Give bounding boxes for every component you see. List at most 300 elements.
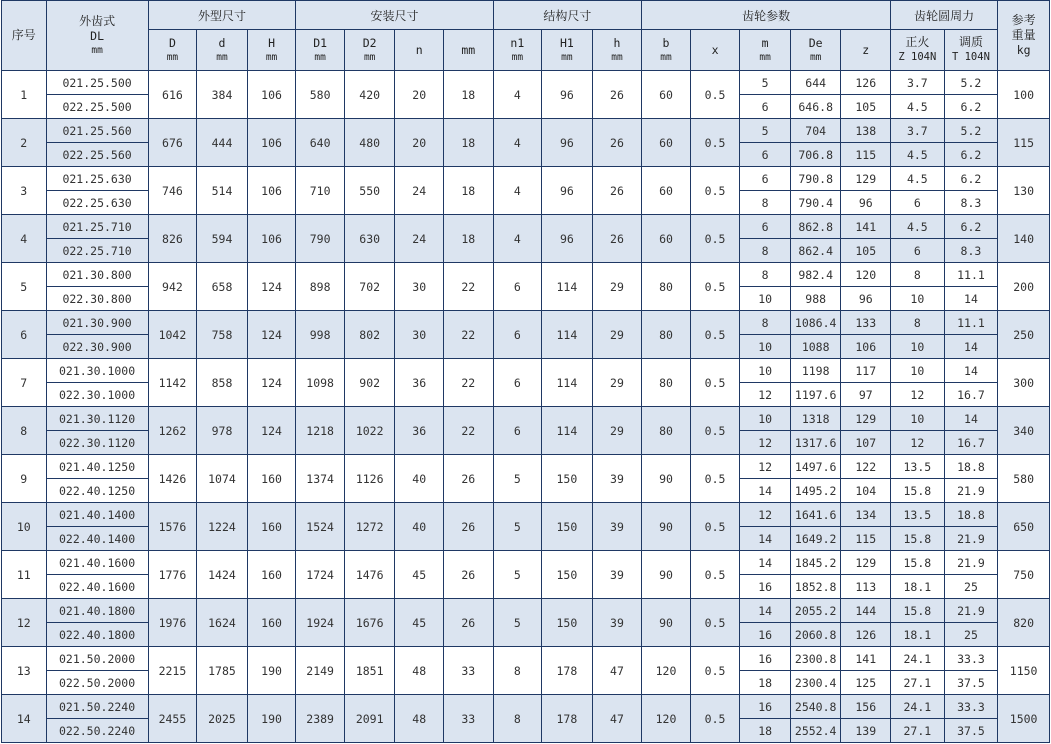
cell-model: 022.25.500 — [46, 95, 148, 119]
cell-m: 6 — [740, 167, 791, 191]
cell-d2: 1022 — [344, 407, 395, 455]
table-row — [2, 599, 1050, 623]
cell-de: 704 — [790, 119, 841, 143]
header-group-install: 安装尺寸 — [296, 1, 493, 30]
cell-zh: 4.5 — [891, 167, 945, 191]
table-body — [2, 71, 1050, 743]
table-row — [2, 551, 1050, 575]
cell-d: 1426 — [148, 455, 197, 503]
cell-mm: 18 — [444, 215, 494, 263]
cell-zh: 10 — [891, 359, 945, 383]
cell-model: 021.40.1400 — [46, 503, 148, 527]
cell-m: 10 — [740, 407, 791, 431]
cell-n: 48 — [395, 647, 444, 695]
cell-zh: 8 — [891, 311, 945, 335]
cell-tz: 21.9 — [944, 479, 998, 503]
cell-x: 0.5 — [690, 311, 740, 359]
header-model: 外齿式 DL mm — [46, 1, 148, 71]
cell-de: 1495.2 — [790, 479, 841, 503]
cell-d2: 1476 — [344, 551, 395, 599]
cell-weight: 140 — [998, 215, 1050, 263]
cell-n: 30 — [395, 311, 444, 359]
cell-seq: 1 — [2, 71, 47, 119]
cell-h: 29 — [592, 311, 642, 359]
cell-zh: 27.1 — [891, 719, 945, 743]
cell-tz: 18.8 — [944, 503, 998, 527]
cell-tz: 6.2 — [944, 215, 998, 239]
cell-tz: 16.7 — [944, 431, 998, 455]
cell-h: 160 — [247, 503, 296, 551]
cell-model: 021.30.1000 — [46, 359, 148, 383]
cell-m: 5 — [740, 71, 791, 95]
cell-seq: 4 — [2, 215, 47, 263]
cell-m: 16 — [740, 623, 791, 647]
cell-b: 80 — [642, 359, 691, 407]
cell-tz: 14 — [944, 407, 998, 431]
cell-mm: 26 — [444, 455, 494, 503]
cell-weight: 340 — [998, 407, 1050, 455]
cell-z: 126 — [841, 623, 891, 647]
column-header-d2: D2 mm — [344, 30, 395, 71]
cell-d: 1262 — [148, 407, 197, 455]
cell-d2: 1676 — [344, 599, 395, 647]
cell-seq: 3 — [2, 167, 47, 215]
cell-d2: 1126 — [344, 455, 395, 503]
cell-h1: 150 — [542, 551, 593, 599]
cell-h: 190 — [247, 695, 296, 743]
cell-h1: 178 — [542, 695, 593, 743]
cell-z: 125 — [841, 671, 891, 695]
cell-b: 120 — [642, 695, 691, 743]
cell-d2: 630 — [344, 215, 395, 263]
cell-de: 1086.4 — [790, 311, 841, 335]
cell-model: 021.25.710 — [46, 215, 148, 239]
cell-x: 0.5 — [690, 503, 740, 551]
cell-n1: 4 — [493, 167, 542, 215]
cell-d: 746 — [148, 167, 197, 215]
cell-tz: 6.2 — [944, 95, 998, 119]
table-row — [2, 311, 1050, 335]
cell-d1: 1218 — [296, 407, 345, 455]
cell-mm: 26 — [444, 551, 494, 599]
cell-x: 0.5 — [690, 167, 740, 215]
cell-mm: 33 — [444, 695, 494, 743]
cell-zh: 12 — [891, 383, 945, 407]
cell-z: 139 — [841, 719, 891, 743]
cell-de: 2552.4 — [790, 719, 841, 743]
cell-x: 0.5 — [690, 215, 740, 263]
cell-seq: 8 — [2, 407, 47, 455]
cell-d2: 802 — [344, 311, 395, 359]
cell-x: 0.5 — [690, 407, 740, 455]
cell-model: 022.50.2000 — [46, 671, 148, 695]
cell-model: 022.40.1600 — [46, 575, 148, 599]
cell-tz: 8.3 — [944, 239, 998, 263]
cell-h1: 150 — [542, 599, 593, 647]
cell-z: 122 — [841, 455, 891, 479]
cell-z: 141 — [841, 215, 891, 239]
cell-m: 5 — [740, 119, 791, 143]
cell-d: 2455 — [148, 695, 197, 743]
cell-de: 862.4 — [790, 239, 841, 263]
cell-h: 39 — [592, 551, 642, 599]
cell-n1: 4 — [493, 215, 542, 263]
cell-d: 1042 — [148, 311, 197, 359]
cell-mm: 22 — [444, 263, 494, 311]
cell-d1: 1098 — [296, 359, 345, 407]
cell-seq: 11 — [2, 551, 47, 599]
cell-n1: 4 — [493, 119, 542, 167]
cell-zh: 15.8 — [891, 527, 945, 551]
cell-m: 16 — [740, 695, 791, 719]
cell-z: 105 — [841, 95, 891, 119]
cell-n1: 4 — [493, 71, 542, 119]
cell-n1: 8 — [493, 647, 542, 695]
cell-d: 1142 — [148, 359, 197, 407]
cell-tz: 25 — [944, 623, 998, 647]
cell-m: 14 — [740, 551, 791, 575]
cell-d2: 1272 — [344, 503, 395, 551]
table-row — [2, 71, 1050, 95]
cell-z: 113 — [841, 575, 891, 599]
cell-zh: 15.8 — [891, 599, 945, 623]
cell-n: 40 — [395, 455, 444, 503]
cell-d: 942 — [148, 263, 197, 311]
cell-z: 115 — [841, 143, 891, 167]
cell-zh: 8 — [891, 263, 945, 287]
cell-x: 0.5 — [690, 359, 740, 407]
cell-seq: 6 — [2, 311, 47, 359]
cell-de: 1649.2 — [790, 527, 841, 551]
cell-d: 1976 — [148, 599, 197, 647]
cell-h: 29 — [592, 263, 642, 311]
cell-zh: 6 — [891, 191, 945, 215]
cell-d: 758 — [197, 311, 248, 359]
cell-tz: 21.9 — [944, 527, 998, 551]
cell-n1: 5 — [493, 599, 542, 647]
cell-model: 021.30.1120 — [46, 407, 148, 431]
column-header-mm: mm — [444, 30, 494, 71]
cell-model: 021.30.900 — [46, 311, 148, 335]
cell-b: 90 — [642, 455, 691, 503]
cell-d1: 1374 — [296, 455, 345, 503]
cell-h: 26 — [592, 71, 642, 119]
cell-zh: 10 — [891, 407, 945, 431]
cell-d2: 420 — [344, 71, 395, 119]
cell-h: 29 — [592, 407, 642, 455]
cell-m: 6 — [740, 95, 791, 119]
cell-seq: 14 — [2, 695, 47, 743]
column-header-d: D mm — [148, 30, 197, 71]
table-row — [2, 167, 1050, 191]
cell-h: 39 — [592, 503, 642, 551]
header-group-gear: 齿轮参数 — [642, 1, 891, 30]
cell-h: 47 — [592, 695, 642, 743]
cell-h1: 96 — [542, 167, 593, 215]
cell-m: 10 — [740, 287, 791, 311]
cell-zh: 13.5 — [891, 455, 945, 479]
cell-d: 616 — [148, 71, 197, 119]
cell-model: 022.25.710 — [46, 239, 148, 263]
cell-tz: 14 — [944, 359, 998, 383]
column-header-b: b mm — [642, 30, 691, 71]
cell-m: 10 — [740, 359, 791, 383]
cell-h1: 178 — [542, 647, 593, 695]
cell-h: 106 — [247, 71, 296, 119]
cell-n1: 5 — [493, 503, 542, 551]
cell-d: 514 — [197, 167, 248, 215]
cell-n: 36 — [395, 359, 444, 407]
cell-d: 1576 — [148, 503, 197, 551]
cell-z: 117 — [841, 359, 891, 383]
cell-model: 021.30.800 — [46, 263, 148, 287]
cell-m: 14 — [740, 479, 791, 503]
cell-b: 90 — [642, 599, 691, 647]
cell-x: 0.5 — [690, 647, 740, 695]
cell-seq: 2 — [2, 119, 47, 167]
cell-h: 29 — [592, 359, 642, 407]
cell-n: 45 — [395, 599, 444, 647]
cell-h: 26 — [592, 215, 642, 263]
cell-model: 022.30.800 — [46, 287, 148, 311]
cell-model: 022.40.1400 — [46, 527, 148, 551]
cell-h: 26 — [592, 119, 642, 167]
cell-de: 1318 — [790, 407, 841, 431]
cell-h: 106 — [247, 215, 296, 263]
cell-n: 36 — [395, 407, 444, 455]
column-header-n1: n1 mm — [493, 30, 542, 71]
cell-de: 988 — [790, 287, 841, 311]
cell-b: 60 — [642, 71, 691, 119]
cell-seq: 12 — [2, 599, 47, 647]
cell-de: 706.8 — [790, 143, 841, 167]
cell-tz: 5.2 — [944, 119, 998, 143]
cell-de: 1198 — [790, 359, 841, 383]
cell-z: 129 — [841, 407, 891, 431]
cell-d1: 898 — [296, 263, 345, 311]
column-header-de: De mm — [790, 30, 841, 71]
cell-weight: 580 — [998, 455, 1050, 503]
cell-weight: 200 — [998, 263, 1050, 311]
cell-model: 021.50.2000 — [46, 647, 148, 671]
cell-d2: 550 — [344, 167, 395, 215]
cell-zh: 24.1 — [891, 695, 945, 719]
cell-tz: 6.2 — [944, 167, 998, 191]
cell-de: 2540.8 — [790, 695, 841, 719]
cell-weight: 300 — [998, 359, 1050, 407]
cell-d: 658 — [197, 263, 248, 311]
cell-z: 107 — [841, 431, 891, 455]
cell-n: 24 — [395, 167, 444, 215]
cell-de: 1317.6 — [790, 431, 841, 455]
cell-mm: 18 — [444, 167, 494, 215]
cell-de: 2300.4 — [790, 671, 841, 695]
table-row — [2, 407, 1050, 431]
cell-h1: 96 — [542, 215, 593, 263]
cell-m: 12 — [740, 503, 791, 527]
cell-m: 14 — [740, 527, 791, 551]
cell-tz: 21.9 — [944, 599, 998, 623]
cell-weight: 1500 — [998, 695, 1050, 743]
cell-d1: 1724 — [296, 551, 345, 599]
cell-d: 1624 — [197, 599, 248, 647]
cell-z: 129 — [841, 167, 891, 191]
cell-h: 47 — [592, 647, 642, 695]
table-row — [2, 647, 1050, 671]
cell-z: 144 — [841, 599, 891, 623]
column-header-d1: D1 mm — [296, 30, 345, 71]
cell-tz: 16.7 — [944, 383, 998, 407]
cell-m: 16 — [740, 647, 791, 671]
cell-m: 12 — [740, 455, 791, 479]
cell-zh: 12 — [891, 431, 945, 455]
cell-d2: 1851 — [344, 647, 395, 695]
cell-zh: 4.5 — [891, 95, 945, 119]
cell-x: 0.5 — [690, 551, 740, 599]
cell-d: 1074 — [197, 455, 248, 503]
cell-seq: 7 — [2, 359, 47, 407]
cell-m: 6 — [740, 143, 791, 167]
cell-d: 826 — [148, 215, 197, 263]
table-row — [2, 455, 1050, 479]
specification-table — [1, 0, 1050, 743]
cell-d: 1785 — [197, 647, 248, 695]
cell-zh: 4.5 — [891, 143, 945, 167]
cell-weight: 650 — [998, 503, 1050, 551]
cell-h: 160 — [247, 455, 296, 503]
cell-h1: 96 — [542, 71, 593, 119]
cell-n1: 6 — [493, 407, 542, 455]
cell-h: 39 — [592, 455, 642, 503]
cell-d: 1224 — [197, 503, 248, 551]
cell-de: 1845.2 — [790, 551, 841, 575]
cell-z: 120 — [841, 263, 891, 287]
cell-b: 60 — [642, 119, 691, 167]
cell-d2: 480 — [344, 119, 395, 167]
cell-de: 790.4 — [790, 191, 841, 215]
cell-h1: 150 — [542, 455, 593, 503]
cell-zh: 6 — [891, 239, 945, 263]
cell-m: 8 — [740, 239, 791, 263]
cell-weight: 250 — [998, 311, 1050, 359]
cell-mm: 22 — [444, 407, 494, 455]
cell-x: 0.5 — [690, 71, 740, 119]
column-header-h: h mm — [592, 30, 642, 71]
cell-zh: 18.1 — [891, 575, 945, 599]
cell-h: 106 — [247, 119, 296, 167]
cell-mm: 22 — [444, 359, 494, 407]
cell-z: 106 — [841, 335, 891, 359]
cell-z: 134 — [841, 503, 891, 527]
cell-n: 24 — [395, 215, 444, 263]
cell-zh: 10 — [891, 287, 945, 311]
cell-h1: 114 — [542, 311, 593, 359]
cell-d: 2215 — [148, 647, 197, 695]
cell-m: 12 — [740, 431, 791, 455]
cell-de: 646.8 — [790, 95, 841, 119]
cell-d2: 902 — [344, 359, 395, 407]
cell-m: 16 — [740, 575, 791, 599]
cell-d1: 790 — [296, 215, 345, 263]
cell-de: 1641.6 — [790, 503, 841, 527]
cell-weight: 115 — [998, 119, 1050, 167]
cell-x: 0.5 — [690, 695, 740, 743]
cell-d: 676 — [148, 119, 197, 167]
column-header-m: m mm — [740, 30, 791, 71]
cell-d1: 1924 — [296, 599, 345, 647]
cell-model: 021.25.500 — [46, 71, 148, 95]
cell-model: 022.40.1800 — [46, 623, 148, 647]
table-row — [2, 695, 1050, 719]
cell-d2: 702 — [344, 263, 395, 311]
cell-zh: 10 — [891, 335, 945, 359]
cell-b: 80 — [642, 263, 691, 311]
cell-de: 2060.8 — [790, 623, 841, 647]
cell-tz: 14 — [944, 335, 998, 359]
cell-d: 444 — [197, 119, 248, 167]
cell-d1: 710 — [296, 167, 345, 215]
table-row — [2, 359, 1050, 383]
cell-d: 594 — [197, 215, 248, 263]
cell-de: 644 — [790, 71, 841, 95]
cell-b: 60 — [642, 167, 691, 215]
cell-de: 1497.6 — [790, 455, 841, 479]
cell-m: 18 — [740, 719, 791, 743]
cell-h: 190 — [247, 647, 296, 695]
cell-tz: 33.3 — [944, 647, 998, 671]
cell-d1: 998 — [296, 311, 345, 359]
cell-tz: 14 — [944, 287, 998, 311]
cell-m: 18 — [740, 671, 791, 695]
cell-n1: 5 — [493, 551, 542, 599]
cell-model: 022.30.1000 — [46, 383, 148, 407]
cell-weight: 1150 — [998, 647, 1050, 695]
cell-tz: 11.1 — [944, 263, 998, 287]
table-row — [2, 119, 1050, 143]
cell-n1: 6 — [493, 311, 542, 359]
cell-zh: 18.1 — [891, 623, 945, 647]
table-header — [2, 1, 1050, 71]
cell-d1: 2149 — [296, 647, 345, 695]
cell-model: 022.40.1250 — [46, 479, 148, 503]
cell-de: 1197.6 — [790, 383, 841, 407]
cell-seq: 13 — [2, 647, 47, 695]
cell-b: 80 — [642, 407, 691, 455]
cell-h1: 114 — [542, 407, 593, 455]
column-header-z: z — [841, 30, 891, 71]
cell-model: 022.25.560 — [46, 143, 148, 167]
cell-h: 160 — [247, 551, 296, 599]
cell-h: 124 — [247, 407, 296, 455]
cell-z: 97 — [841, 383, 891, 407]
cell-seq: 9 — [2, 455, 47, 503]
cell-d: 978 — [197, 407, 248, 455]
cell-model: 022.50.2240 — [46, 719, 148, 743]
cell-n1: 8 — [493, 695, 542, 743]
cell-tz: 21.9 — [944, 551, 998, 575]
cell-weight: 750 — [998, 551, 1050, 599]
header-columns — [2, 30, 1050, 71]
cell-de: 1088 — [790, 335, 841, 359]
cell-d2: 2091 — [344, 695, 395, 743]
column-header-d: d mm — [197, 30, 248, 71]
cell-h: 26 — [592, 167, 642, 215]
cell-model: 022.30.1120 — [46, 431, 148, 455]
cell-b: 80 — [642, 311, 691, 359]
cell-tz: 5.2 — [944, 71, 998, 95]
cell-x: 0.5 — [690, 263, 740, 311]
cell-z: 141 — [841, 647, 891, 671]
